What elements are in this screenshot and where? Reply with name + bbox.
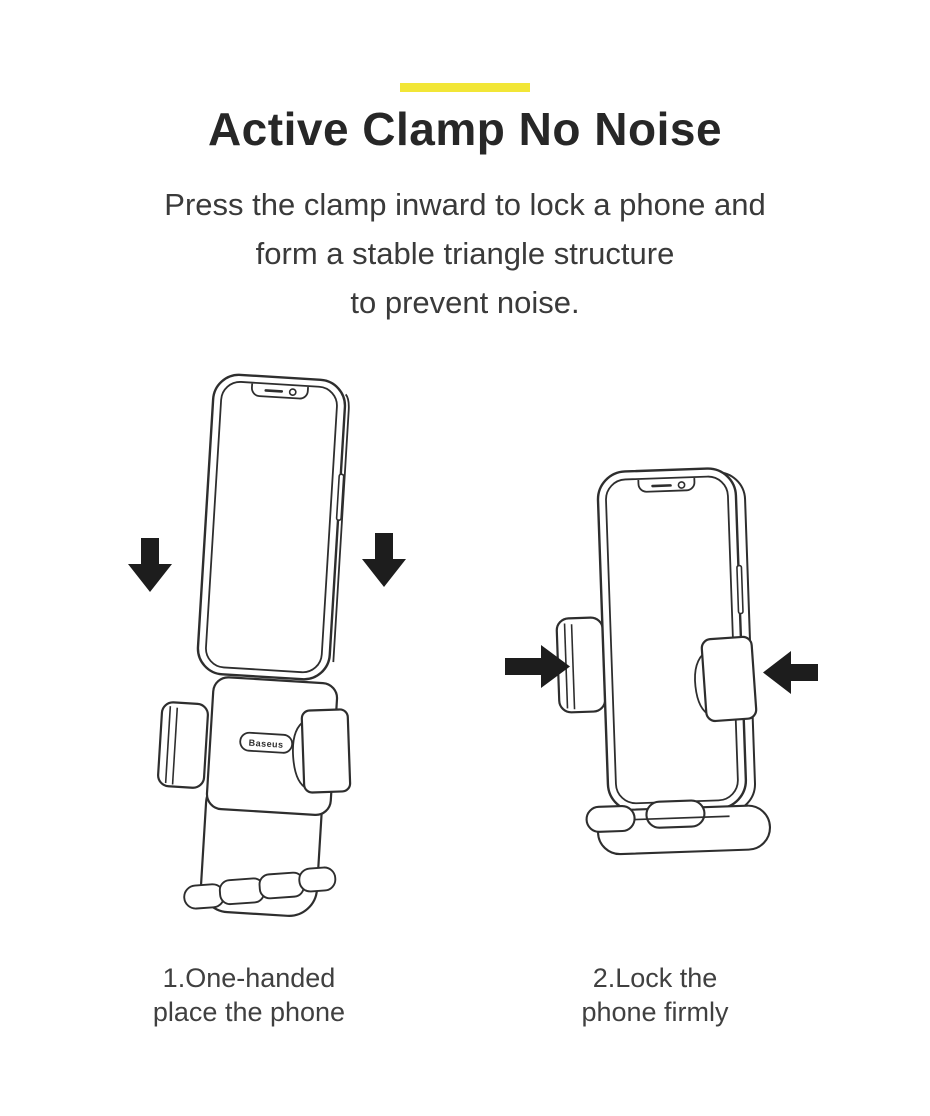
step2-caption-line-2: phone firmly <box>581 997 729 1027</box>
step1-caption-line-2: place the phone <box>152 997 346 1027</box>
subtitle-line-3: to prevent noise. <box>350 285 580 320</box>
step1-caption <box>87 961 411 1029</box>
inward-arrow-left-icon <box>763 651 818 694</box>
down-arrow-icon <box>362 533 406 587</box>
step2-illustration <box>500 452 840 867</box>
phone-side-button <box>737 565 743 613</box>
accent-bar <box>400 83 530 92</box>
phone-outline <box>196 373 350 681</box>
clamp-arm-left <box>157 702 208 789</box>
step1-caption-line-1: 1.One-handed <box>162 963 336 993</box>
step2-caption <box>498 961 812 1029</box>
subtitle <box>0 180 930 327</box>
step1-illustration <box>100 358 440 948</box>
down-arrow-icon <box>128 538 172 592</box>
subtitle-line-2: form a stable triangle structure <box>255 236 675 271</box>
subtitle-line-1: Press the clamp inward to lock a phone and <box>164 187 766 222</box>
holder-base <box>586 798 771 855</box>
page-title: Active Clamp No Noise <box>207 103 723 155</box>
brand-label: Baseus <box>248 737 284 750</box>
step2-caption-line-1: 2.Lock the <box>592 963 718 993</box>
clamp-holder <box>157 676 350 917</box>
